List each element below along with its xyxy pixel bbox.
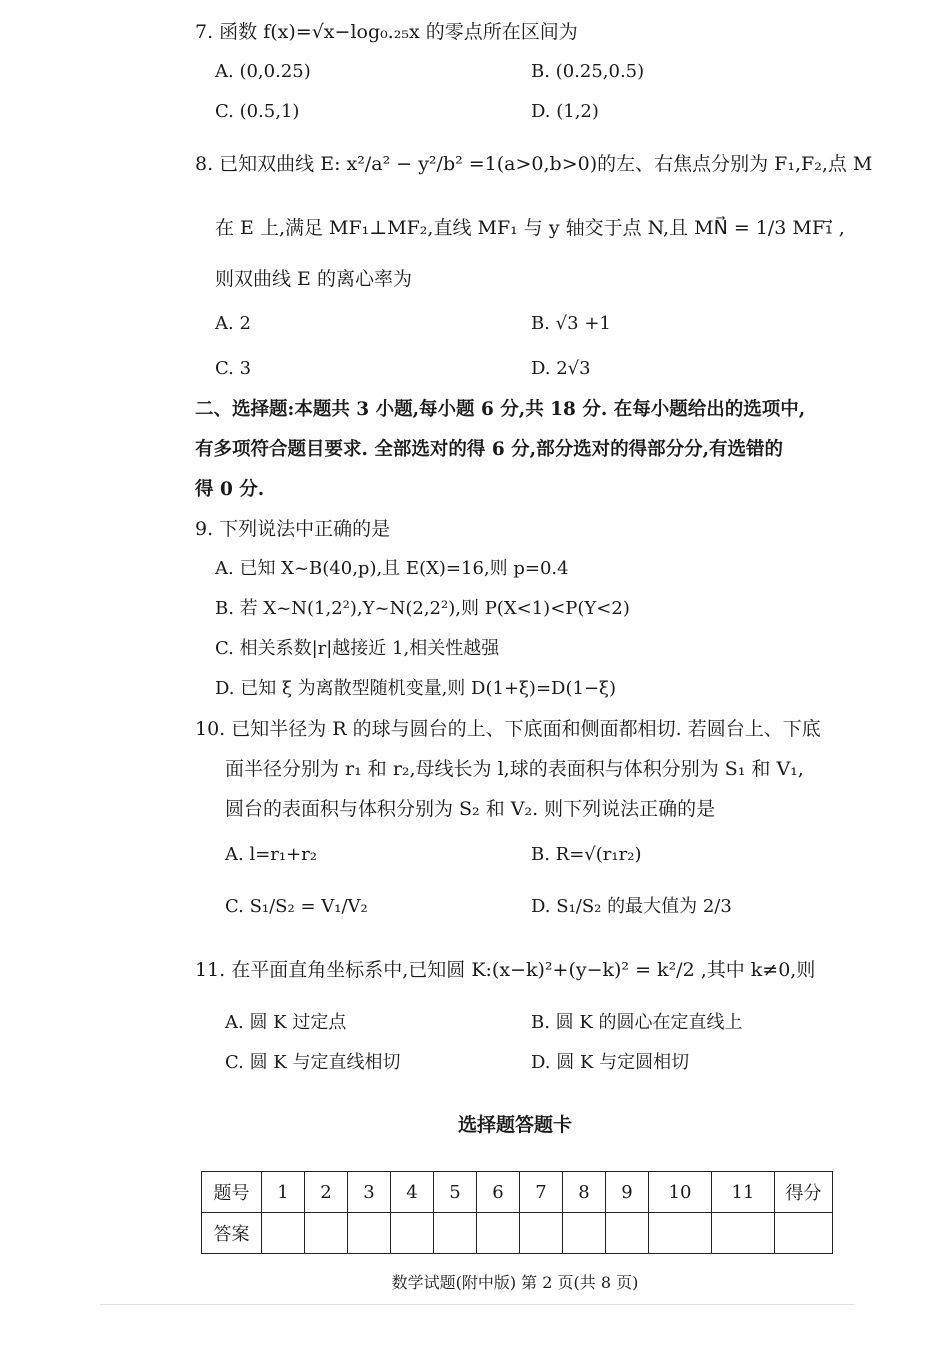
question-10-option-d: D. S₁/S₂ 的最大值为 2/3 [531, 896, 732, 917]
question-11-option-a: A. 圆 K 过定点 [225, 1012, 347, 1033]
answer-card-table [201, 1171, 833, 1254]
question-number-label: 题号 [202, 1172, 262, 1213]
answer-cell[interactable] [520, 1213, 563, 1254]
question-11-stem: 11. 在平面直角坐标系中,已知圆 K:(x−k)²+(y−k)² = k²/2 ,其中 k≠0,则 [195, 959, 816, 981]
answer-cell[interactable] [563, 1213, 606, 1254]
question-7-option-b: B. (0.25,0.5) [531, 61, 645, 82]
question-number-cell: 9 [606, 1172, 649, 1213]
answer-card-header-row [202, 1172, 833, 1213]
answer-cell[interactable] [606, 1213, 649, 1254]
answer-cell[interactable] [262, 1213, 305, 1254]
answer-cell[interactable] [712, 1213, 775, 1254]
question-10-stem-line1: 10. 已知半径为 R 的球与圆台的上、下底面和侧面都相切. 若圆台上、下底 [195, 718, 821, 740]
question-9-option-c: C. 相关系数|r|越接近 1,相关性越强 [215, 638, 500, 659]
score-cell[interactable] [775, 1213, 833, 1254]
answer-cell[interactable] [434, 1213, 477, 1254]
question-number-cell: 2 [305, 1172, 348, 1213]
question-11-option-d: D. 圆 K 与定圆相切 [531, 1052, 690, 1073]
question-8-option-b: B. √3 +1 [531, 313, 611, 334]
answer-card-answer-row [202, 1213, 833, 1254]
question-8-stem-line2: 在 E 上,满足 MF₁⊥MF₂,直线 MF₁ 与 y 轴交于点 N,且 MN⃗ = 1/3 MF₁⃗ , [215, 217, 845, 239]
question-number-cell: 10 [649, 1172, 712, 1213]
question-number-cell: 11 [712, 1172, 775, 1213]
answer-card-title: 选择题答题卡 [457, 1114, 572, 1136]
question-number-cell: 3 [348, 1172, 391, 1213]
question-8-stem-line3: 则双曲线 E 的离心率为 [215, 268, 412, 290]
question-10-option-c: C. S₁/S₂ = V₁/V₂ [225, 896, 368, 917]
question-number-cell: 5 [434, 1172, 477, 1213]
question-10-option-b: B. R=√(r₁r₂) [531, 844, 642, 865]
page-footer: 数学试题(附中版) 第 2 页(共 8 页) [391, 1273, 639, 1292]
section-2-instructions-line2: 有多项符合题目要求. 全部选对的得 6 分,部分选对的得部分分,有选错的 [195, 439, 784, 460]
question-8-option-c: C. 3 [215, 358, 252, 379]
question-7-stem: 7. 函数 f(x)=√x−log₀.₂₅x 的零点所在区间为 [195, 21, 578, 43]
question-9-option-b: B. 若 X~N(1,2²),Y~N(2,2²),则 P(X<1)<P(Y<2) [215, 598, 630, 619]
answer-cell[interactable] [348, 1213, 391, 1254]
answer-cell[interactable] [649, 1213, 712, 1254]
question-7-option-d: D. (1,2) [531, 101, 599, 122]
question-11-option-c: C. 圆 K 与定直线相切 [225, 1052, 401, 1073]
section-2-instructions-line1: 二、选择题:本题共 3 小题,每小题 6 分,共 18 分. 在每小题给出的选项中, [195, 399, 806, 420]
question-10-stem-line2: 面半径分别为 r₁ 和 r₂,母线长为 l,球的表面积与体积分别为 S₁ 和 V₁, [225, 758, 804, 780]
answer-cell[interactable] [477, 1213, 520, 1254]
section-2-instructions-line3: 得 0 分. [195, 479, 265, 500]
question-number-cell: 6 [477, 1172, 520, 1213]
score-label: 得分 [775, 1172, 833, 1213]
question-11-option-b: B. 圆 K 的圆心在定直线上 [531, 1012, 743, 1033]
footer-divider [100, 1304, 855, 1305]
answer-label: 答案 [202, 1213, 262, 1254]
question-7-option-c: C. (0.5,1) [215, 101, 300, 122]
question-number-cell: 8 [563, 1172, 606, 1213]
question-10-option-a: A. l=r₁+r₂ [225, 844, 318, 865]
question-7-option-a: A. (0,0.25) [215, 61, 311, 82]
question-number-cell: 7 [520, 1172, 563, 1213]
question-8-stem-line1: 8. 已知双曲线 E: x²/a² − y²/b² =1(a>0,b>0)的左、右焦点分别为 F₁,F₂,点 M [195, 153, 873, 175]
question-number-cell: 4 [391, 1172, 434, 1213]
question-8-option-a: A. 2 [215, 313, 251, 334]
question-9-option-a: A. 已知 X~B(40,p),且 E(X)=16,则 p=0.4 [215, 558, 569, 579]
question-number-cell: 1 [262, 1172, 305, 1213]
question-9-option-d: D. 已知 ξ 为离散型随机变量,则 D(1+ξ)=D(1−ξ) [215, 678, 616, 699]
question-9-stem: 9. 下列说法中正确的是 [195, 518, 391, 540]
answer-cell[interactable] [391, 1213, 434, 1254]
question-10-stem-line3: 圆台的表面积与体积分别为 S₂ 和 V₂. 则下列说法正确的是 [225, 798, 716, 820]
question-8-option-d: D. 2√3 [531, 358, 591, 379]
answer-cell[interactable] [305, 1213, 348, 1254]
